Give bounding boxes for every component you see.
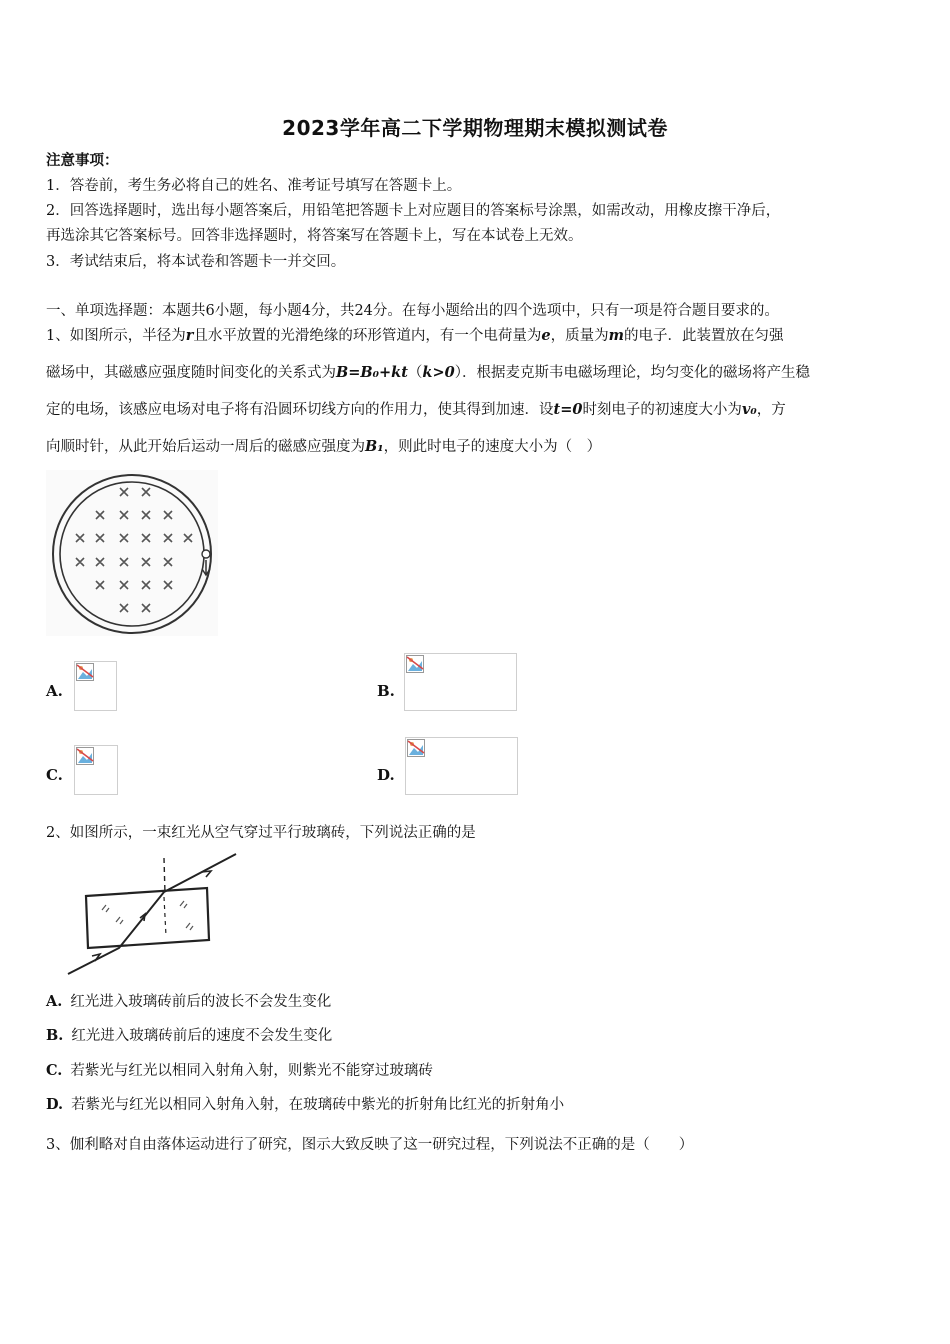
notice-item-2: 2．回答选择题时，选出每小题答案后，用铅笔把答题卡上对应题目的答案标号涂黑，如需改动，用橡皮擦干净后， bbox=[46, 203, 781, 219]
q1-text: 定的电场，该感应电场对电子将有沿圆环切线方向的作用力，使其得到加速．设 bbox=[46, 402, 554, 418]
q1-option-c-label[interactable]: C. bbox=[46, 766, 63, 784]
var-v0: v₀ bbox=[741, 401, 757, 418]
var-b1: B₁ bbox=[365, 438, 384, 455]
q1-text: ，方 bbox=[756, 402, 786, 418]
choice-label: B. bbox=[46, 1027, 64, 1044]
q1-text: 磁场中，其磁感应强度随时间变化的关系式为 bbox=[46, 365, 336, 381]
q1-text: ，质量为 bbox=[550, 328, 609, 344]
q1-option-d-image[interactable] bbox=[405, 737, 518, 795]
notice-item-2-cont: 再选涂其它答案标号。回答非选择题时，将答案写在答题卡上，写在本试卷上无效。 bbox=[46, 228, 583, 244]
q2-choice-b[interactable] bbox=[46, 1024, 332, 1045]
q2-choice-a[interactable] bbox=[46, 990, 331, 1011]
q1-ring-field-figure bbox=[46, 470, 218, 636]
normal-line-inside bbox=[164, 897, 166, 936]
q1-stem-line-3 bbox=[46, 400, 786, 420]
choice-text: 若紫光与红光以相同入射角入射，则紫光不能穿过玻璃砖 bbox=[70, 1063, 433, 1079]
broken-image-icon bbox=[407, 739, 425, 757]
var-t0: t=0 bbox=[553, 401, 583, 418]
var-m: m bbox=[608, 327, 624, 344]
broken-image-icon bbox=[406, 655, 424, 673]
glass-texture-marks bbox=[102, 901, 193, 930]
var-e: e bbox=[541, 327, 551, 344]
q1-stem-line-1 bbox=[46, 326, 783, 346]
broken-image-icon bbox=[76, 747, 94, 765]
q2-glass-brick-figure bbox=[64, 852, 240, 978]
q2-choice-c[interactable] bbox=[46, 1059, 433, 1080]
q3-stem: 3、伽利略对自由落体运动进行了研究，图示大致反映了这一研究过程，下列说法不正确的是（ ） bbox=[46, 1137, 694, 1153]
q1-text: 1、如图所示，半径为 bbox=[46, 328, 186, 344]
q1-text: ）．根据麦克斯韦电磁场理论，均匀变化的磁场将产生稳 bbox=[454, 365, 810, 381]
choice-label: D. bbox=[46, 1096, 64, 1113]
choice-label: A. bbox=[46, 993, 63, 1010]
broken-image-icon bbox=[76, 663, 94, 681]
arrow-icon bbox=[202, 871, 211, 877]
q1-text: （ bbox=[407, 365, 423, 381]
choice-text: 若紫光与红光以相同入射角入射，在玻璃砖中紫光的折射角比红光的折射角小 bbox=[71, 1097, 565, 1113]
q1-option-a-image[interactable] bbox=[74, 661, 117, 711]
glass-brick bbox=[86, 888, 209, 948]
q1-text: 的电子．此装置放在匀强 bbox=[623, 328, 784, 344]
condition-k: k>0 bbox=[422, 364, 455, 381]
choice-text: 红光进入玻璃砖前后的波长不会发生变化 bbox=[70, 994, 332, 1010]
notice-heading: 注意事项： bbox=[46, 152, 119, 169]
q1-stem-line-4 bbox=[46, 437, 601, 457]
q1-option-b-image[interactable] bbox=[404, 653, 517, 711]
q1-text: 向顺时针，从此开始后运动一周后的磁感应强度为 bbox=[46, 439, 365, 455]
choice-label: C. bbox=[46, 1062, 63, 1079]
q1-option-b-label[interactable]: B. bbox=[377, 682, 395, 700]
q1-text: 时刻电子的初速度大小为 bbox=[582, 402, 742, 418]
var-r: r bbox=[185, 327, 194, 344]
section-heading: 一、单项选择题：本题共6小题，每小题4分，共24分。在每小题给出的四个选项中，只有一项是符合题目要求的。 bbox=[46, 303, 779, 319]
normal-line bbox=[164, 858, 165, 894]
notice-item-1: 1．答卷前，考生务必将自己的姓名、准考证号填写在答题卡上。 bbox=[46, 178, 462, 194]
formula-b: B=B₀+kt bbox=[336, 364, 408, 381]
q1-text: ，则此时电子的速度大小为（ ） bbox=[383, 439, 602, 455]
q1-option-a-label[interactable]: A. bbox=[46, 682, 63, 700]
q1-stem-line-2 bbox=[46, 363, 810, 383]
electron-dot bbox=[202, 550, 210, 558]
choice-text: 红光进入玻璃砖前后的速度不会发生变化 bbox=[71, 1028, 333, 1044]
q2-choice-d[interactable] bbox=[46, 1093, 564, 1114]
q2-stem: 2、如图所示，一束红光从空气穿过平行玻璃砖，下列说法正确的是 bbox=[46, 825, 476, 841]
q1-text: 且水平放置的光滑绝缘的环形管道内，有一个电荷量为 bbox=[193, 328, 542, 344]
notice-item-3: 3．考试结束后，将本试卷和答题卡一并交回。 bbox=[46, 254, 346, 270]
q1-option-c-image[interactable] bbox=[74, 745, 118, 795]
page-title: 2023学年高二下学期物理期末模拟测试卷 bbox=[282, 116, 668, 140]
q1-option-d-label[interactable]: D. bbox=[377, 766, 395, 784]
